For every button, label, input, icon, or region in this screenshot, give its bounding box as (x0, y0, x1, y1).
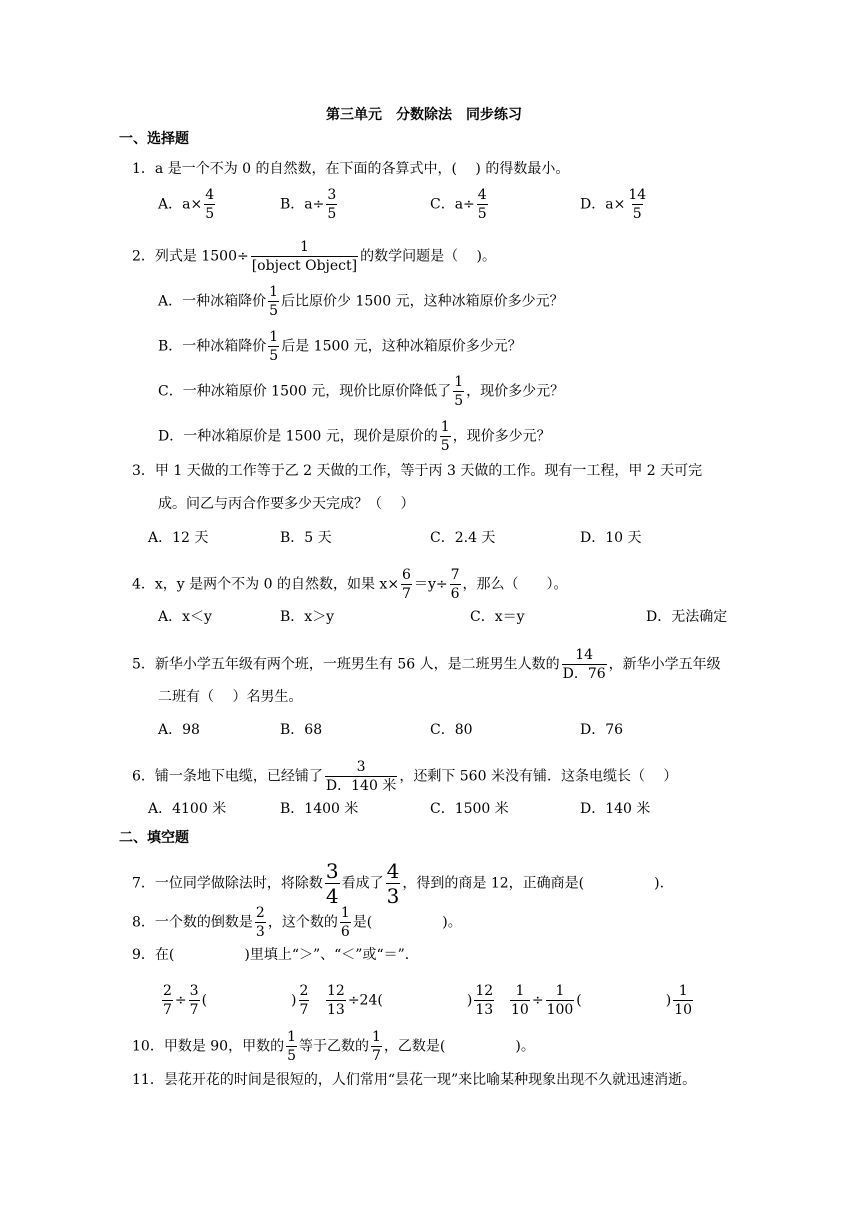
question-2-option-b (158, 330, 522, 363)
question-2-option-d (158, 420, 551, 453)
fraction (268, 285, 279, 318)
fraction (673, 984, 693, 1017)
question-6-option-d: D．140 米 (580, 801, 651, 817)
page-title: 第三单元 分数除法 同步练习 (326, 107, 522, 123)
denominator: 5 (632, 206, 642, 222)
numerator: 4 (386, 859, 400, 883)
denominator: 6 (450, 586, 460, 602)
question-4-option-b: B．x＞y (280, 609, 335, 625)
option-text: B．一种冰箱降价 (158, 338, 267, 355)
numerator: 4 (205, 187, 215, 203)
question-4-option-a: A．x＜y (158, 609, 212, 625)
stem-text: 看成了 (341, 875, 384, 892)
option-text: 后比原价少 1500 元，这种冰箱原价多少元？ (281, 293, 564, 310)
stem-text: 是( )。 (352, 914, 462, 931)
question-11-stem: 11．昙花开花的时间是很短的，人们常用“昙花一现”来比喻某种现象出现不久就迅速消逝。 (132, 1072, 697, 1088)
option-text: B．a÷ (280, 196, 325, 213)
numerator: 1 (269, 284, 279, 300)
numerator: 7 (450, 567, 460, 583)
question-4-option-d: D．无法确定 (646, 609, 728, 625)
stem-text: ，新华小学五年级 (608, 656, 721, 673)
question-3-option-a: A．12 天 (148, 530, 209, 546)
question-5-option-c: C．80 (430, 722, 473, 738)
denominator: 13 (475, 1002, 494, 1018)
fraction (477, 188, 488, 221)
fraction (450, 568, 461, 601)
question-9-stem: 9．在( )里填上“＞”、“＜”或“＝”. (132, 947, 410, 963)
numerator: 2 (163, 983, 172, 999)
question-9-expression-3 (508, 984, 695, 1017)
stem-text: 等于乙数的 (299, 1038, 370, 1055)
question-8-stem (132, 906, 462, 939)
answer-blank[interactable]: ( ) (576, 992, 672, 1009)
option-text: A．一种冰箱降价 (158, 293, 267, 310)
numerator: 1 (269, 329, 279, 345)
section-heading-choice: 一、选择题 (119, 131, 189, 147)
numerator: 1 (454, 374, 464, 390)
option-text: C．一种冰箱原价 1500 元，现价比原价降低了 (158, 383, 452, 400)
question-5-option-d: D．76 (580, 722, 624, 738)
fraction (286, 1030, 297, 1063)
stem-text: ，乙数是( )。 (383, 1038, 535, 1055)
question-1-option-c (430, 188, 490, 221)
question-5-stem-line-2: 二班有（ ）名男生。 (158, 689, 303, 705)
stem-text: 4．x，y 是两个不为 0 的自然数，如果 x× (132, 576, 400, 593)
numerator: 1 (678, 983, 688, 999)
numerator: 1 (299, 239, 309, 255)
denominator: 4 (325, 884, 339, 908)
numerator: 3 (189, 983, 199, 999)
option-text: D．a× (580, 196, 626, 213)
denominator: 7 (163, 1002, 172, 1018)
denominator: 5 (454, 393, 464, 409)
fraction (204, 188, 215, 221)
question-6-option-c: C．1500 米 (430, 801, 509, 817)
fraction (371, 1030, 382, 1063)
numerator: 1 (340, 905, 350, 921)
question-1-option-b (280, 188, 339, 221)
section-heading-fill: 二、填空题 (119, 830, 189, 846)
operator: ÷ (531, 992, 544, 1009)
question-1-option-d (580, 188, 649, 221)
fraction (299, 984, 310, 1017)
numerator: 3 (327, 187, 337, 203)
denominator: 5 (287, 1048, 297, 1064)
question-4-stem (132, 568, 568, 601)
numerator: 14 (575, 647, 594, 663)
denominator: 10 (674, 1002, 693, 1018)
option-text: ，现价多少元？ (452, 428, 551, 445)
stem-text: 5．新华小学五年级有两个班，一班男生有 56 人，是二班男生人数的 (132, 656, 560, 673)
stem-text: 6．铺一条地下电缆，已经铺了 (132, 768, 323, 785)
fraction (440, 420, 451, 453)
operator: ÷24 (347, 992, 378, 1009)
denominator: 5 (327, 206, 337, 222)
question-9-expression-1 (160, 984, 311, 1017)
numerator: 14 (628, 187, 647, 203)
question-3-option-b: B．5 天 (280, 530, 332, 546)
question-6-option-a: A．4100 米 (148, 801, 227, 817)
question-5-option-a: A．98 (158, 722, 200, 738)
stem-text: ，那么（ ）。 (462, 576, 568, 593)
stem-text: 8．一个数的倒数是 (132, 914, 253, 931)
denominator: 3 (255, 924, 265, 940)
question-3-stem-line-2: 成。问乙与丙合作要多少天完成？（ ） (158, 496, 415, 512)
denominator: 5 (477, 206, 487, 222)
fraction (627, 188, 647, 221)
stem-text: ，得到的商是 12，正确商是( ). (402, 875, 665, 892)
fraction (255, 906, 266, 939)
fraction (340, 906, 351, 939)
denominator: 13 (327, 1002, 345, 1018)
fraction (453, 375, 464, 408)
question-1-stem: 1．a 是一个不为 0 的自然数，在下面的各算式中，( ) 的得数最小。 (132, 161, 570, 177)
option-text: ，现价多少元？ (466, 383, 565, 400)
denominator: 100 (546, 1002, 574, 1018)
question-2-option-a (158, 285, 564, 318)
fraction (401, 568, 412, 601)
numerator: 1 (440, 419, 450, 435)
denominator: 3 (386, 884, 400, 908)
answer-blank[interactable]: ( ) (377, 992, 473, 1009)
question-6-stem (132, 760, 677, 793)
denominator: D．76 (562, 666, 606, 682)
fraction (386, 861, 401, 906)
fraction (251, 240, 358, 273)
question-3-stem-line-1: 3．甲 1 天做的工作等于乙 2 天做的工作，等于丙 3 天做的工作。现有一工程，甲 2 天可完 (132, 463, 703, 479)
fraction (326, 984, 346, 1017)
fraction (546, 984, 575, 1017)
question-2-option-c (158, 375, 564, 408)
numerator: 12 (327, 983, 345, 999)
fraction (474, 984, 494, 1017)
numerator: 6 (402, 567, 411, 583)
answer-blank[interactable]: ( ) (201, 992, 297, 1009)
denominator: 7 (299, 1002, 309, 1018)
question-10-stem (132, 1030, 535, 1063)
denominator: D．140 米 (325, 778, 397, 794)
stem-text: ，这个数的 (267, 914, 338, 931)
denominator: 7 (189, 1002, 199, 1018)
fraction (268, 330, 279, 363)
question-5-option-b: B．68 (280, 722, 323, 738)
option-text: 后是 1500 元，这种冰箱原价多少元？ (281, 338, 522, 355)
question-5-stem-line-1 (132, 648, 721, 681)
numerator: 1 (287, 1029, 297, 1045)
numerator: 1 (555, 983, 565, 999)
numerator: 12 (475, 983, 494, 999)
fraction (326, 188, 337, 221)
denominator: 6 (340, 924, 350, 940)
option-text: C．a÷ (430, 196, 475, 213)
denominator: 5 (269, 303, 279, 319)
numerator: 3 (356, 759, 366, 775)
operator: ÷ (174, 992, 187, 1009)
question-7-stem (132, 861, 664, 906)
fraction (162, 984, 173, 1017)
fraction (189, 984, 200, 1017)
numerator: 1 (372, 1029, 381, 1045)
stem-text: 2．列式是 1500÷ (132, 248, 249, 265)
question-3-option-c: C．2.4 天 (430, 530, 496, 546)
denominator: 7 (402, 586, 411, 602)
stem-text: ，还剩下 560 米没有铺．这条电缆长（ ） (399, 768, 678, 785)
denominator: 7 (372, 1048, 381, 1064)
question-9-expression-2 (324, 984, 496, 1017)
option-text: A．a× (158, 196, 203, 213)
numerator: 2 (299, 983, 309, 999)
stem-text: ＝y÷ (413, 576, 448, 593)
stem-text: 7．一位同学做除法时，将除数 (132, 875, 323, 892)
denominator: 5 (205, 206, 215, 222)
numerator: 1 (515, 983, 525, 999)
fraction (562, 648, 607, 681)
numerator: 4 (477, 187, 487, 203)
option-text: D．一种冰箱原价是 1500 元，现价是原价的 (158, 428, 438, 445)
denominator: [object Object] (251, 258, 358, 274)
denominator: 5 (440, 438, 450, 454)
fraction (510, 984, 530, 1017)
question-2-stem (132, 240, 496, 273)
question-6-option-b: B．1400 米 (280, 801, 359, 817)
numerator: 3 (325, 859, 339, 883)
stem-text: 的数学问题是（ )。 (360, 248, 497, 265)
question-3-option-d: D．10 天 (580, 530, 642, 546)
question-1-option-a (158, 188, 217, 221)
question-4-option-c: C．x＝y (470, 609, 525, 625)
fraction (325, 861, 340, 906)
denominator: 10 (511, 1002, 529, 1018)
stem-text: 10．甲数是 90，甲数的 (132, 1038, 285, 1055)
denominator: 5 (269, 348, 279, 364)
fraction (325, 760, 397, 793)
numerator: 2 (255, 905, 265, 921)
